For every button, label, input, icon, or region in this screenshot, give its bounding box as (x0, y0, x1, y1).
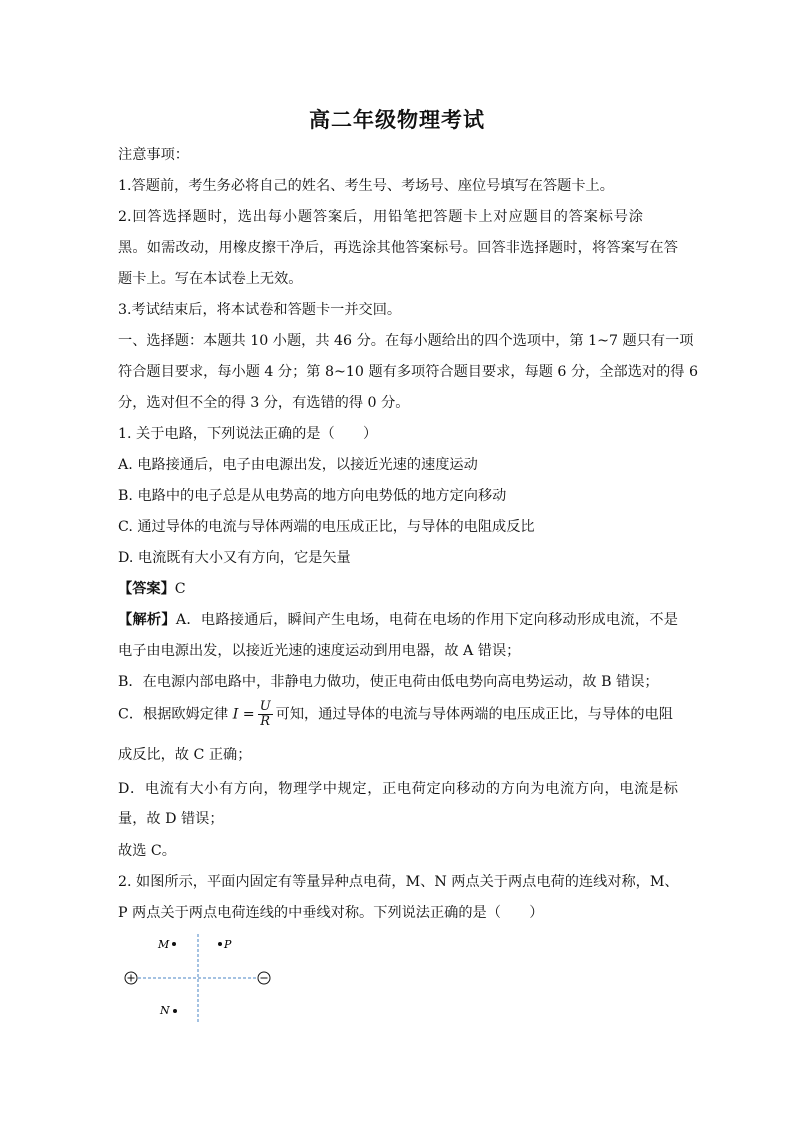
analysis-c-suffix: 可知，通过导体的电流与导体两端的电压成正比，与导体的电阻 (275, 706, 673, 723)
question-2-stem-1: 2. 如图所示，平面内固定有等量异种点电荷，M、N 两点关于两点电荷的连线对称，M、 (118, 874, 679, 890)
analysis-line-a2: 电子由电源出发，以接近光速的速度运动到用电器，故 A 错误； (118, 643, 521, 659)
charge-diagram (118, 930, 288, 1030)
analysis-line-d1: D．电流有大小有方向，物理学中规定，正电荷定向移动的方向为电流方向，电流是标 (118, 781, 678, 797)
analysis-line-c1 (118, 700, 678, 729)
analysis-c-prefix: C．根据欧姆定律 (118, 706, 233, 723)
conclusion-line: 故选 C。 (118, 843, 176, 859)
section-instruction-1: 一、选择题：本题共 10 小题，共 46 分。在每小题给出的四个选项中，第 1~7 题只有一项 (118, 333, 694, 349)
notice-item-3: 3.考试结束后，将本试卷和答题卡一并交回。 (118, 302, 402, 318)
point-m-label: M (158, 938, 170, 951)
fraction-denominator: R (260, 714, 271, 729)
section-instruction-3: 分，选对但不全的得 3 分，有选错的得 0 分。 (118, 395, 410, 411)
page-title: 高二年级物理考试 (309, 108, 485, 132)
notice-item-2-cont: 黑。如需改动，用橡皮擦干净后，再选涂其他答案标号。回答非选择题时，将答案写在答 (118, 240, 678, 256)
notice-item-2-end: 题卡上。写在本试卷上无效。 (118, 271, 303, 287)
notice-item-1: 1.答题前，考生务必将自己的姓名、考生号、考场号、座位号填写在答题卡上。 (118, 178, 614, 194)
analysis-line-a1 (118, 610, 678, 630)
analysis-line-c2: 成反比，故 C 正确； (118, 747, 252, 763)
point-p-dot (218, 942, 222, 946)
answer-label: 【答案】 (118, 581, 175, 597)
point-p-label: P (224, 938, 232, 951)
ohm-law-fraction (258, 700, 273, 729)
answer-value: C (174, 581, 186, 597)
analysis-a-text: A．电路接通后，瞬间产生电场，电荷在电场的作用下定向移动形成电流，不是 (175, 612, 678, 628)
question-1-option-c: C. 通过导体的电流与导体两端的电压成正比，与导体的电阻成反比 (118, 519, 535, 535)
analysis-label: 【解析】 (118, 612, 176, 628)
question-2-stem-2: P 两点关于两点电荷连线的中垂线对称。下列说法正确的是（ ） (118, 905, 544, 921)
fraction-numerator: U (259, 699, 271, 714)
analysis-line-b: B．在电源内部电路中，非静电力做功，使正电荷由低电势向高电势运动，故 B 错误； (118, 674, 659, 690)
point-n-label: N (160, 1004, 170, 1017)
point-m-dot (172, 942, 176, 946)
question-1-option-a: A. 电路接通后，电子由电源出发，以接近光速的速度运动 (118, 457, 478, 473)
answer-line (118, 579, 678, 599)
section-instruction-2: 符合题目要求，每小题 4 分；第 8~10 题有多项符合题目要求，每题 6 分，全部选对的得 6 (118, 364, 698, 380)
point-n-dot (173, 1009, 177, 1013)
question-1-option-d: D. 电流既有大小又有方向，它是矢量 (118, 550, 351, 566)
question-1-stem: 1. 关于电路，下列说法正确的是（ ） (118, 426, 378, 442)
notice-item-2: 2.回答选择题时，选出每小题答案后，用铅笔把答题卡上对应题目的答案标号涂 (118, 209, 643, 225)
question-1-option-b: B. 电路中的电子总是从电势高的地方向电势低的地方定向移动 (118, 488, 507, 504)
ohm-law-lhs: I = (232, 706, 255, 723)
analysis-line-d2: 量，故 D 错误； (118, 811, 224, 827)
notice-heading: 注意事项： (118, 147, 189, 163)
